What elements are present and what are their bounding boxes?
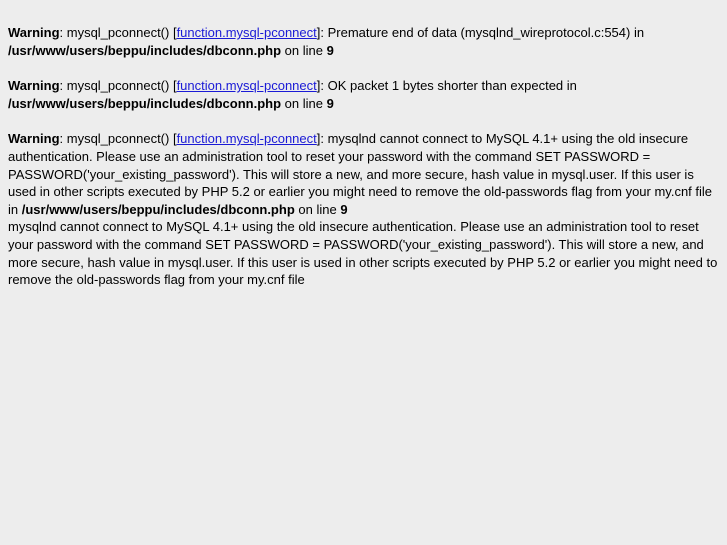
warning-message: ]: Premature end of data (mysqlnd_wireprotocol.c:554) in bbox=[316, 25, 645, 40]
warning-file-path: /usr/www/users/beppu/includes/dbconn.php bbox=[8, 42, 282, 58]
on-line-text: on line bbox=[281, 95, 327, 111]
line-number: 9 bbox=[340, 201, 348, 217]
warning-function: : mysql_pconnect() [ bbox=[59, 25, 177, 40]
line-number: 9 bbox=[326, 95, 334, 111]
on-line-text: on line bbox=[281, 42, 327, 58]
on-line-text: on line bbox=[294, 201, 341, 217]
function-doc-link[interactable]: function.mysql-pconnect bbox=[176, 131, 317, 147]
warning-block-1 bbox=[8, 24, 719, 59]
warning-label: Warning bbox=[8, 131, 60, 147]
line-number: 9 bbox=[326, 42, 334, 58]
warning-function: : mysql_pconnect() [ bbox=[59, 131, 177, 147]
warning-block-2 bbox=[8, 77, 719, 112]
warning-function: : mysql_pconnect() [ bbox=[59, 78, 177, 94]
warning-block-3 bbox=[8, 130, 719, 218]
warning-message: ]: mysqlnd cannot connect to MySQL 4.1+ using the old insecure authentication. Please use an administration tool to reset your password with the command SET PASSWORD = PASSWORD('your_existing_password'). This will store a new, and more secure, hash value in mysql.user. If this user is used in other scripts executed by PHP 5.2 or earlier you might need to remove the old-passwords flag from your my.cnf file in bbox=[8, 131, 713, 217]
error-message-text: mysqlnd cannot connect to MySQL 4.1+ using the old insecure authentication. Please use an administration tool to reset your password with the command SET PASSWORD = PASSWORD('your_existing_password'). This will store a new, and more secure, hash value in mysql.user. If this user is used in other scripts executed by PHP 5.2 or earlier you might need to remove the old-passwords flag from your my.cnf file bbox=[8, 219, 718, 288]
function-doc-link[interactable]: function.mysql-pconnect bbox=[176, 25, 317, 40]
warning-label: Warning bbox=[8, 78, 60, 94]
warning-file-path: /usr/www/users/beppu/includes/dbconn.php bbox=[8, 95, 282, 111]
function-doc-link[interactable]: function.mysql-pconnect bbox=[176, 78, 317, 94]
warning-message: ]: OK packet 1 bytes shorter than expected in bbox=[316, 78, 577, 94]
warning-file-path: /usr/www/users/beppu/includes/dbconn.php bbox=[21, 201, 295, 217]
warning-label: Warning bbox=[8, 25, 60, 40]
